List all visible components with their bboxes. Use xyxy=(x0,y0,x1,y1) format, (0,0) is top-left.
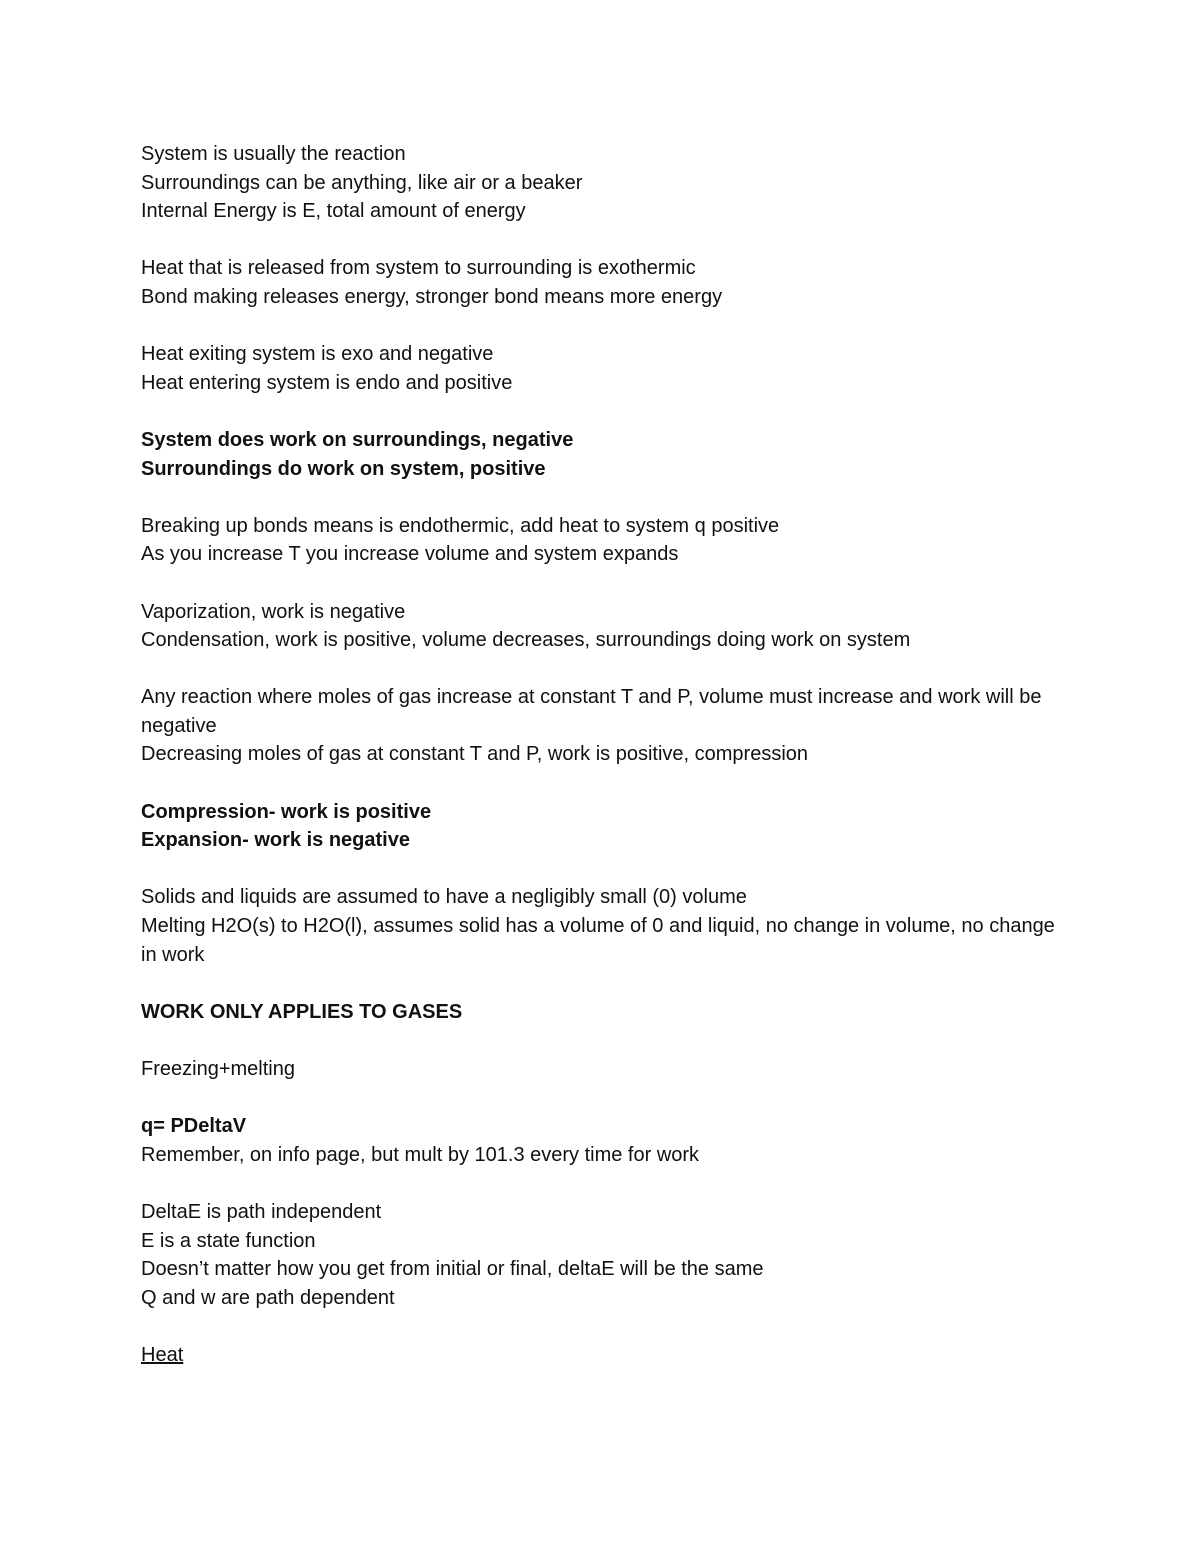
blank-line xyxy=(141,969,1071,998)
text-line: Heat exiting system is exo and negative xyxy=(141,343,494,366)
bold-text-line: System does work on surroundings, negative xyxy=(141,428,574,451)
paragraph-compression-expansion-bold xyxy=(141,798,1071,855)
paragraph-pdeltav xyxy=(141,1112,1071,1169)
underlined-heading: Heat xyxy=(141,1343,184,1366)
paragraph-phase-changes xyxy=(141,598,1071,655)
bold-text-line: WORK ONLY APPLIES TO GASES xyxy=(141,1000,463,1023)
text-line: Condensation, work is positive, volume decreases, surroundings doing work on system xyxy=(141,629,911,652)
text-line: Bond making releases energy, stronger bond means more energy xyxy=(141,285,723,308)
paragraph-freezing-melting xyxy=(141,1055,1071,1084)
paragraph-exothermic xyxy=(141,254,1071,311)
paragraph-moles-of-gas xyxy=(141,683,1071,769)
document-page xyxy=(141,140,1071,1370)
bold-text-line: Expansion- work is negative xyxy=(141,829,410,852)
text-line: System is usually the reaction xyxy=(141,143,406,165)
text-line: DeltaE is path independent xyxy=(141,1200,382,1223)
paragraph-solids-liquids xyxy=(141,883,1071,969)
text-line: Freezing+melting xyxy=(141,1058,295,1080)
blank-line xyxy=(141,655,1071,684)
text-line: Breaking up bonds means is endothermic, add heat to system q positive xyxy=(141,514,780,537)
blank-line xyxy=(141,855,1071,884)
paragraph-system-definitions xyxy=(141,140,1071,226)
text-line: Vaporization, work is negative xyxy=(141,600,406,623)
text-line: Surroundings can be anything, like air or a beaker xyxy=(141,171,583,194)
blank-line xyxy=(141,1169,1071,1198)
text-line: Any reaction where moles of gas increase at constant T and P, volume must increase and work will be negative xyxy=(141,686,1048,737)
bold-text-line: Surroundings do work on system, positive xyxy=(141,457,546,480)
blank-line xyxy=(141,1312,1071,1341)
text-line: Doesn’t matter how you get from initial or final, deltaE will be the same xyxy=(141,1258,764,1281)
blank-line xyxy=(141,569,1071,598)
text-line: As you increase T you increase volume and system expands xyxy=(141,543,679,566)
blank-line xyxy=(141,1026,1071,1055)
bold-text-line: Compression- work is positive xyxy=(141,800,432,823)
text-line: Heat entering system is endo and positive xyxy=(141,371,513,394)
text-line: Q and w are path dependent xyxy=(141,1286,395,1309)
blank-line xyxy=(141,769,1071,798)
paragraph-work-gases-bold xyxy=(141,998,1071,1027)
text-line: Decreasing moles of gas at constant T and P, work is positive, compression xyxy=(141,743,809,766)
blank-line xyxy=(141,1084,1071,1113)
text-line: Solids and liquids are assumed to have a negligibly small (0) volume xyxy=(141,886,747,909)
text-line: Melting H2O(s) to H2O(l), assumes solid has a volume of 0 and liquid, no change in volume, no change in work xyxy=(141,915,1061,966)
blank-line xyxy=(141,483,1071,512)
text-line: E is a state function xyxy=(141,1229,316,1252)
blank-line xyxy=(141,397,1071,426)
paragraph-bonds-volume xyxy=(141,512,1071,569)
paragraph-work-sign-bold xyxy=(141,426,1071,483)
paragraph-heat-heading xyxy=(141,1341,1071,1370)
text-line: Remember, on info page, but mult by 101.3 every time for work xyxy=(141,1143,700,1166)
blank-line xyxy=(141,226,1071,255)
blank-line xyxy=(141,312,1071,341)
formula-heading: q= PDeltaV xyxy=(141,1115,247,1138)
paragraph-state-function xyxy=(141,1198,1071,1312)
text-line: Heat that is released from system to surrounding is exothermic xyxy=(141,257,696,280)
paragraph-heat-sign xyxy=(141,340,1071,397)
text-line: Internal Energy is E, total amount of energy xyxy=(141,200,526,223)
